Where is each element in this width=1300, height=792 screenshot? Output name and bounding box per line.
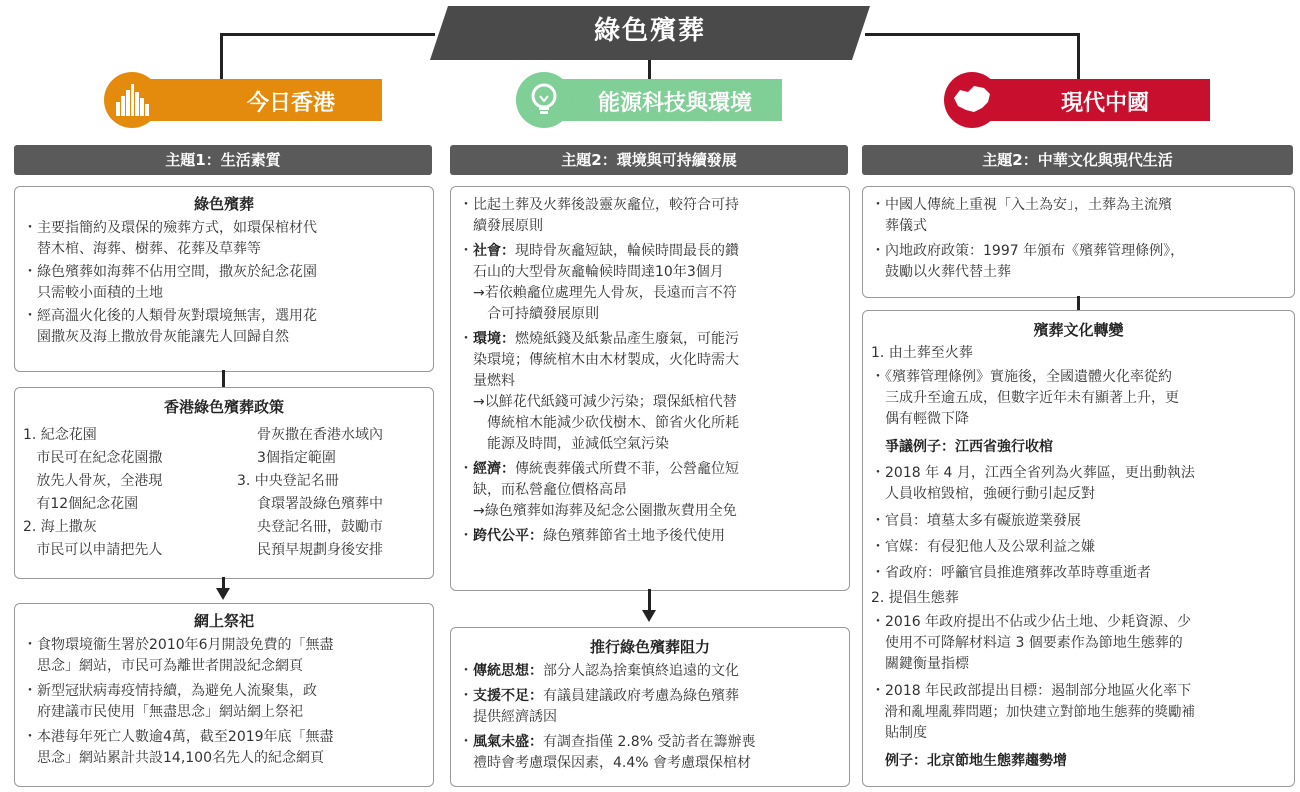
list-item: 思念」網站累計共設14,100名先人的紀念網頁 bbox=[23, 750, 324, 766]
policy-item: 2. 海上撒灰 bbox=[23, 519, 97, 535]
policy-item: 骨灰撒在香港水域內 bbox=[257, 427, 383, 443]
list-item: 三成升至逾五成，但數字近年未有顯著上升，更 bbox=[871, 390, 1179, 406]
list-item: 只需較小面積的土地 bbox=[23, 285, 163, 301]
support-text: 有議員建議政府考慮為綠色殯葬 bbox=[543, 688, 739, 704]
mood-item: ・風氣未盛：有調查指僅 2.8% 受訪者在籌辦喪 bbox=[459, 734, 756, 750]
list-item: 園撒灰及海上撒放骨灰能讓先人回歸自然 bbox=[23, 329, 289, 345]
list-item: ・本港每年死亡人數逾4萬，截至2019年底「無盡 bbox=[23, 729, 334, 745]
list-item: ・新型冠狀病毒疫情持續，為避免人流聚集，政 bbox=[23, 683, 317, 699]
environment-paragraph: ・環境：燃燒紙錢及紙紮品產生廢氣，可能污 bbox=[459, 331, 739, 347]
list-item: 人員收棺毀棺，強硬行動引起反對 bbox=[871, 486, 1095, 502]
example-heading: 例子：北京節地生態葬趨勢增 bbox=[871, 753, 1067, 769]
environment-text: 燃燒紙錢及紙紮品產生廢氣，可能污 bbox=[515, 331, 739, 347]
box-title: 網上祭祀 bbox=[193, 612, 254, 630]
intergenerational-text: 綠色殯葬節省土地予後代使用 bbox=[543, 528, 725, 544]
policy-item: 市民可以申請把先人 bbox=[23, 542, 163, 558]
list-item: 貼制度 bbox=[871, 725, 927, 741]
list-item: ・2016 年政府提出不佔或少佔土地、少耗資源、少 bbox=[871, 614, 1192, 630]
list-item: 能源及時間，並減低空氣污染 bbox=[459, 436, 669, 452]
arrow-down-icon bbox=[642, 610, 656, 622]
topic-bar-modern-china: 主題2：中華文化與現代生活 bbox=[862, 145, 1293, 175]
policy-item: 3個指定範圍 bbox=[257, 450, 336, 466]
china-map-icon bbox=[944, 72, 1000, 128]
lightbulb-icon bbox=[516, 72, 572, 128]
policy-item: 放先人骨灰，全港現 bbox=[23, 473, 163, 489]
env-obstacles-box bbox=[450, 627, 850, 787]
intergenerational-paragraph: ・跨代公平：綠色殯葬節省土地予後代使用 bbox=[459, 528, 725, 544]
list-item: 石山的大型骨灰龕輪候時間達10年3個月 bbox=[459, 264, 724, 280]
column-heading-label: 能源科技與環境 bbox=[597, 91, 752, 116]
list-item: 思念」網站，市民可為離世者開設紀念網頁 bbox=[23, 658, 303, 674]
box-title: 殯葬文化轉變 bbox=[1033, 321, 1124, 339]
traditional-thought-label: 傳統思想： bbox=[473, 663, 543, 679]
traditional-thought-item: ・傳統思想：部分人認為捨棄慎終追遠的文化 bbox=[459, 663, 739, 679]
list-item: ・主要指簡約及環保的殮葬方式，如環保棺材代 bbox=[23, 220, 317, 236]
traditional-thought-text: 部分人認為捨棄慎終追遠的文化 bbox=[543, 663, 739, 679]
list-item: 染環境；傳統棺木由木材製成，火化時需大 bbox=[459, 352, 739, 368]
topic-bar-energy-environment: 主題2：環境與可持續發展 bbox=[450, 145, 848, 175]
list-item: 禮時會考慮環保因素，4.4% 會考慮環保棺材 bbox=[459, 755, 752, 771]
list-item: ・官員：墳墓太多有礙旅遊業發展 bbox=[871, 513, 1081, 529]
env-sustainability-box bbox=[450, 186, 850, 591]
box-title: 綠色殯葬 bbox=[193, 195, 254, 213]
policy-item: 央登記名冊，鼓勵市 bbox=[257, 519, 383, 535]
hong-kong-skyline-icon bbox=[104, 72, 160, 128]
column-heading-label: 今日香港 bbox=[246, 91, 335, 116]
support-label: 支援不足： bbox=[473, 688, 543, 704]
list-item: 關鍵衡量指標 bbox=[871, 656, 969, 672]
list-item: 合可持續發展原則 bbox=[459, 306, 599, 322]
column-heading-modern-china bbox=[970, 79, 1210, 121]
policy-item: 有12個紀念花園 bbox=[23, 496, 139, 512]
connector-right-horizontal bbox=[865, 33, 1080, 36]
economy-text: 傳統喪葬儀式所費不菲，公營龕位短 bbox=[515, 461, 739, 477]
list-item: ・綠色殯葬如海葬不佔用空間，撒灰於紀念花園 bbox=[23, 264, 317, 280]
social-paragraph: ・社會：現時骨灰龕短缺，輪候時間最長的鑽 bbox=[459, 243, 739, 259]
page-title: 綠色殯葬 bbox=[593, 16, 706, 46]
list-item: ・2018 年 4 月，江西全省列為火葬區，更出動執法 bbox=[871, 465, 1195, 481]
list-item: 鼓勵以火葬代替土葬 bbox=[871, 264, 1011, 280]
environment-label: 環境： bbox=[473, 331, 515, 347]
box-title: 香港綠色殯葬政策 bbox=[163, 398, 284, 416]
list-item: ・食物環境衞生署於2010年6月開設免費的「無盡 bbox=[23, 637, 334, 653]
column-heading-energy-environment bbox=[538, 79, 782, 121]
china-tradition-box bbox=[862, 186, 1295, 298]
list-item: 偶有輕微下降 bbox=[871, 411, 969, 427]
list-item: 量燃料 bbox=[459, 373, 515, 389]
list-item: 傳統棺木能減少砍伐樹木、節省火化所耗 bbox=[459, 415, 739, 431]
mood-text: 有調查指僅 2.8% 受訪者在籌辦喪 bbox=[543, 734, 756, 750]
column-heading-label: 現代中國 bbox=[1060, 91, 1149, 116]
list-item: ・省政府：呼籲官員推進殯葬改革時尊重逝者 bbox=[871, 565, 1151, 581]
list-item: 使用不可降解材料這 3 個要素作為節地生態葬的 bbox=[871, 635, 1183, 651]
list-item: 續發展原則 bbox=[459, 218, 543, 234]
social-text: 現時骨灰龕短缺，輪候時間最長的鑽 bbox=[515, 243, 739, 259]
policy-item: 1. 紀念花園 bbox=[23, 427, 97, 443]
box-title: 推行綠色殯葬阻力 bbox=[589, 638, 710, 656]
hk-policy-box bbox=[14, 387, 434, 579]
example-heading: 爭議例子：江西省強行收棺 bbox=[871, 439, 1053, 455]
list-item: →若依賴龕位處理先人骨灰，長遠而言不符 bbox=[459, 285, 737, 301]
list-item: 滑和亂埋亂葬問題；加快建立對節地生態葬的獎勵補 bbox=[871, 704, 1195, 720]
connector-left-horizontal bbox=[220, 33, 435, 36]
connector-china-1-2 bbox=[1077, 296, 1080, 310]
hk-online-memorial-box bbox=[14, 603, 434, 787]
column-heading-hong-kong bbox=[130, 79, 382, 121]
connector-env-1-2 bbox=[648, 589, 651, 611]
policy-item: 3. 中央登記名冊 bbox=[237, 473, 339, 489]
section-heading: 2. 提倡生態葬 bbox=[871, 590, 959, 606]
connector-left-vertical bbox=[220, 33, 223, 83]
list-item: →綠色殯葬如海葬及紀念公園撒灰費用全免 bbox=[459, 503, 737, 519]
arrow-down-icon bbox=[216, 588, 230, 600]
list-item: 替木棺、海葬、樹葬、花葬及草葬等 bbox=[23, 241, 261, 257]
list-item: 提供經濟誘因 bbox=[459, 709, 557, 725]
list-item: ・2018 年民政部提出目標：遏制部分地區火化率下 bbox=[871, 683, 1192, 699]
list-item: →以鮮花代紙錢可減少污染；環保紙棺代替 bbox=[459, 394, 737, 410]
list-item: ・官媒：有侵犯他人及公眾利益之嫌 bbox=[871, 539, 1095, 555]
list-item: 府建議市民使用「無盡思念」網站網上祭祀 bbox=[23, 704, 303, 720]
policy-item: 市民可在紀念花園撒 bbox=[23, 450, 163, 466]
china-culture-change-box bbox=[862, 310, 1295, 787]
connector-right-vertical bbox=[1077, 33, 1080, 83]
list-item: ・《殯葬管理條例》實施後，全國遺體火化率從約 bbox=[871, 369, 1172, 385]
economy-paragraph: ・經濟：傳統喪葬儀式所費不菲，公營龕位短 bbox=[459, 461, 739, 477]
policy-item: 食環署設綠色殯葬中 bbox=[257, 496, 383, 512]
social-label: 社會： bbox=[473, 243, 515, 259]
list-item: ・中國人傳統上重視「入土為安」，土葬為主流殯 bbox=[871, 197, 1172, 213]
list-item: ・經高溫火化後的人類骨灰對環境無害，選用花 bbox=[23, 308, 317, 324]
intergenerational-label: 跨代公平： bbox=[473, 528, 543, 544]
connector-hk-1-2 bbox=[222, 370, 225, 387]
policy-item: 民預早規劃身後安排 bbox=[257, 542, 383, 558]
topic-bar-hong-kong: 主題1：生活素質 bbox=[14, 145, 432, 175]
list-item: ・比起土葬及火葬後設靈灰龕位，較符合可持 bbox=[459, 197, 739, 213]
list-item: 葬儀式 bbox=[871, 218, 927, 234]
mood-label: 風氣未盛： bbox=[473, 734, 543, 750]
section-heading: 1. 由土葬至火葬 bbox=[871, 345, 973, 361]
support-item: ・支援不足：有議員建議政府考慮為綠色殯葬 bbox=[459, 688, 739, 704]
economy-label: 經濟： bbox=[473, 461, 515, 477]
hk-green-burial-box bbox=[14, 186, 434, 372]
list-item: 缺，而私營龕位價格高昂 bbox=[459, 482, 627, 498]
list-item: ・內地政府政策：1997 年頒布《殯葬管理條例》， bbox=[871, 243, 1185, 259]
